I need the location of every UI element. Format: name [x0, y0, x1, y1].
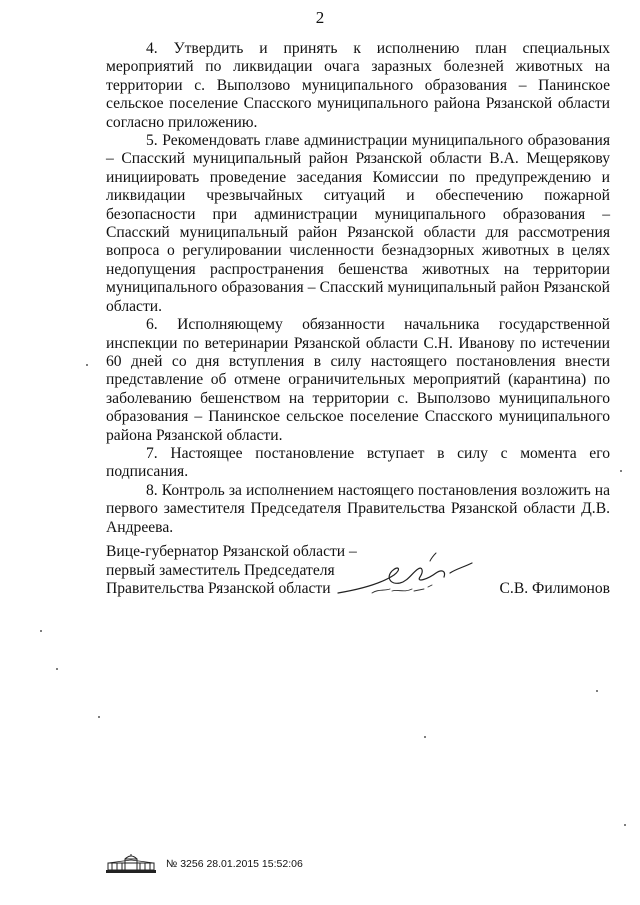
signer-name: С.В. Филимонов [499, 580, 610, 597]
scan-speck [424, 736, 426, 738]
paragraph-6: 6. Исполняющему обязанности начальника государственной инспекции по ветеринарии Рязанской области С.Н. Иванову по истечении 60 дней со дня вступления в силу настоящего постановления внести представление об отмене ограничительных мероприятий (карантина) по заболеванию бешенством на территории с. Выползово муниципального образования – Панинское сельское поселение Спасского муниципального района Рязанской области. [106, 316, 610, 444]
paragraph-5: 5. Рекомендовать главе администрации муниципального образования – Спасский муниципальный район Рязанской области В.А. Мещерякову инициировать проведение заседания Комиссии по предупреждению и ликвидации чрезвычайных ситуаций и обеспечению пожарной безопасности при администрации муниципального образования – Спасский муниципальный район Рязанской области для рассмотрения вопроса о регулировании численности безнадзорных животных в целях недопущения распространения бешенства животных на территории муниципального образования – Спасский муниципальный район Рязанской области. [106, 132, 610, 315]
scan-speck [620, 470, 622, 472]
scan-speck [86, 364, 88, 366]
paragraph-7: 7. Настоящее постановление вступает в силу с момента его подписания. [106, 444, 610, 481]
page-number: 2 [315, 8, 325, 27]
registration-stamp [166, 858, 303, 870]
handwritten-signature [332, 549, 482, 609]
scan-speck [98, 716, 100, 718]
scan-speck [624, 824, 626, 826]
number-sign-icon: № [166, 858, 178, 870]
registration-number-date: 3256 28.01.2015 15:52:06 [180, 858, 303, 870]
signer-title: Вице-губернатор Рязанской области – первый заместитель Председателя Правительства Рязанской области [106, 543, 357, 598]
signature-block [106, 543, 610, 603]
paragraph-4: 4. Утвердить и принять к исполнению план специальных мероприятий по ликвидации очага заразных болезней животных на территории с. Выползово муниципального образования – Панинское сельское поселение Спасского муниципального района Рязанской области согласно приложению. [106, 40, 610, 131]
registry-building-logo [104, 853, 158, 875]
document-body [106, 40, 610, 537]
scan-speck [56, 668, 58, 670]
paragraph-8: 8. Контроль за исполнением настоящего постановления возложить на первого заместителя Председателя Правительства Рязанской области Д.В. Андреева. [106, 481, 610, 536]
scan-speck [40, 630, 42, 632]
scan-speck [596, 690, 598, 692]
